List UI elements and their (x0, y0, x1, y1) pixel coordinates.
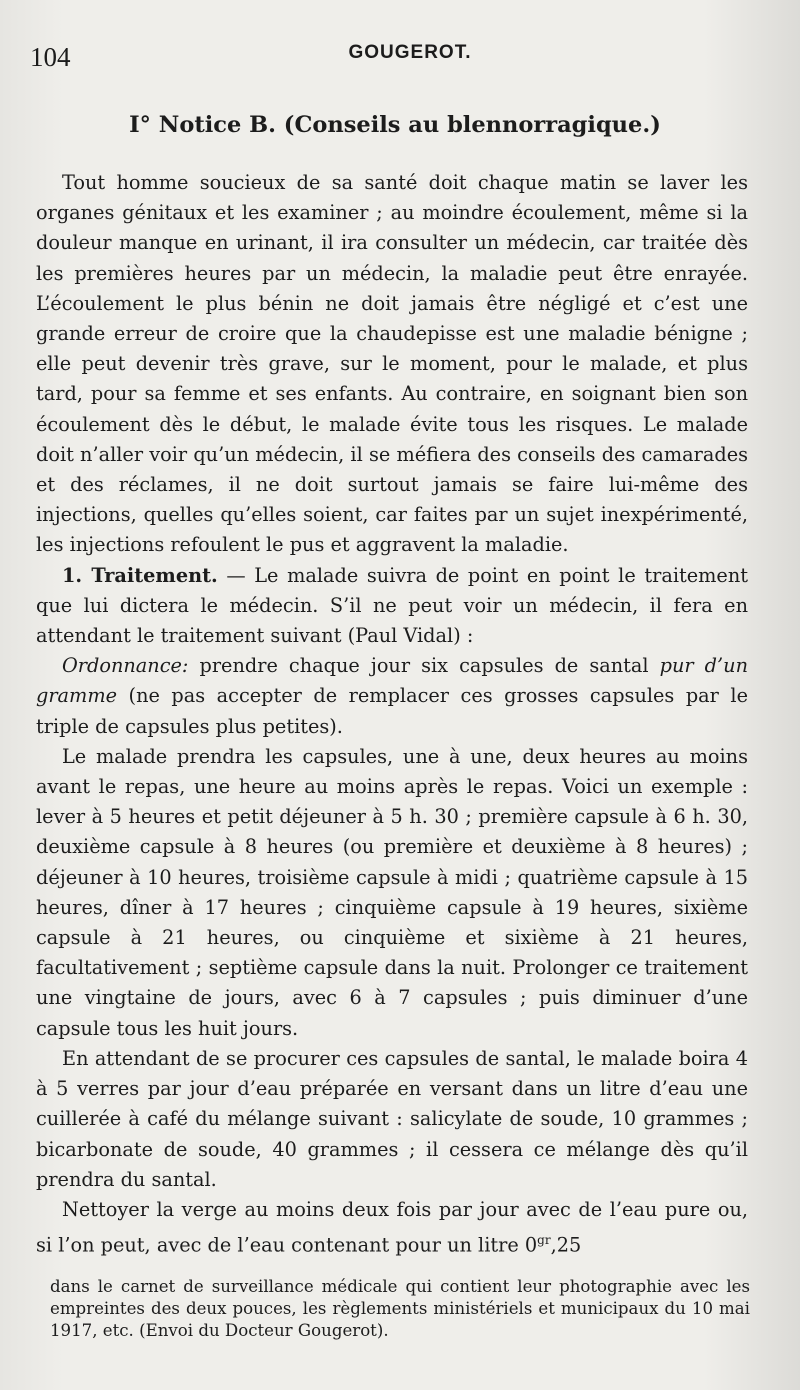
paragraph-schedule: Le malade prendra les capsules, une à une, deux heures au moins avant le repas, une heure au moins après le repas. Voici un exemple : lever à 5 heures et petit déjeuner à 5 h. 30 ; première capsule à 6 h. 30, deuxième capsule à 8 heures (ou première et deuxième à 8 heures) ; déjeuner à 10 heures, troisième capsule à midi ; quatrième capsule à 15 heures, dîner à 17 heures ; cinquième capsule à 19 heures, sixième capsule à 21 heures, ou cinquième et sixième à 21 heures, facultativement ; septième capsule dans la nuit. Prolonger ce traitement une vingtaine de jours, avec 6 à 7 capsules ; puis diminuer d’une capsule tous les huit jours. (36, 744, 748, 1040)
paragraph-waiting: En attendant de se procurer ces capsules de santal, le malade boira 4 à 5 verres par jour d’eau préparée en versant dans un litre d’eau une cuillerée à café du mélange suivant : salicylate de soude, 10 grammes ; bicarbonate de soude, 40 grammes ; il cessera ce mélange dès qu’il prendra du santal. (36, 1046, 748, 1191)
paragraph-intro: Tout homme soucieux de sa santé doit chaque matin se laver les organes génitaux et les examiner ; au moindre écoulement, même si la douleur manque en urinant, il ira consulter un médecin, car traitée dès les premières heures par un médecin, la maladie peut être enrayée. L’écoulement le plus bénin ne doit jamais être négligé et c’est une grande erreur de croire que la chaudepisse est une maladie bénigne ; elle peut devenir très grave, sur le moment, pour le malade, et plus tard, pour sa femme et ses enfants. Au contraire, en soignant bien son écoulement dès le début, le malade évite tous les risques. Le malade doit n’aller voir qu’un médecin, il se méfiera des conseils des camarades et des réclames, il ne doit surtout jamais se faire lui-même des injections, quelles qu’elles soient, car faites par un sujet inexpérimenté, les injections refoulent le pus et aggravent la maladie. (36, 171, 748, 557)
running-head: GOUGEROT. (348, 42, 472, 63)
page-number: 104 (30, 42, 71, 72)
treatment-heading: 1. Traitement. (62, 563, 218, 587)
cleaning-quantity: ,25 (550, 1233, 582, 1257)
prescription-emphasis: pur d’un gramme (36, 654, 748, 708)
cleaning-text: Nettoyer la verge au moins deux fois par jour avec de l’eau pure ou, si l’on peut, avec de l’eau contenant pour un litre 0 (36, 1197, 748, 1257)
prescription-text-2: (ne pas accepter de remplacer ces grosses capsules par le triple de capsules plus petites). (36, 684, 748, 738)
prescription-label: Ordonnance: (62, 654, 189, 678)
unit-superscript: gr (537, 1233, 551, 1248)
body-text (36, 168, 748, 1261)
footnote-text: dans le carnet de surveillance médicale qui contient leur photographie avec les empreintes des deux pouces, les règlements ministériels et municipaux du 10 mai 1917, etc. (Envoi du Docteur Gougerot). (50, 1277, 750, 1340)
section-title: I° Notice B. (Conseils au blennorragique.) (129, 112, 661, 138)
prescription-text-1: prendre chaque jour six capsules de santal (188, 654, 660, 678)
paragraph-cleaning (36, 1195, 748, 1261)
paragraph-prescription (36, 651, 748, 742)
page-header (30, 38, 770, 78)
footnote (50, 1276, 750, 1342)
paragraph-treatment (36, 561, 748, 652)
treatment-text: — Le malade suivra de point en point le traitement que lui dictera le médecin. S’il ne peut voir un médecin, il fera en attendant le traitement suivant (Paul Vidal) : (36, 563, 749, 648)
